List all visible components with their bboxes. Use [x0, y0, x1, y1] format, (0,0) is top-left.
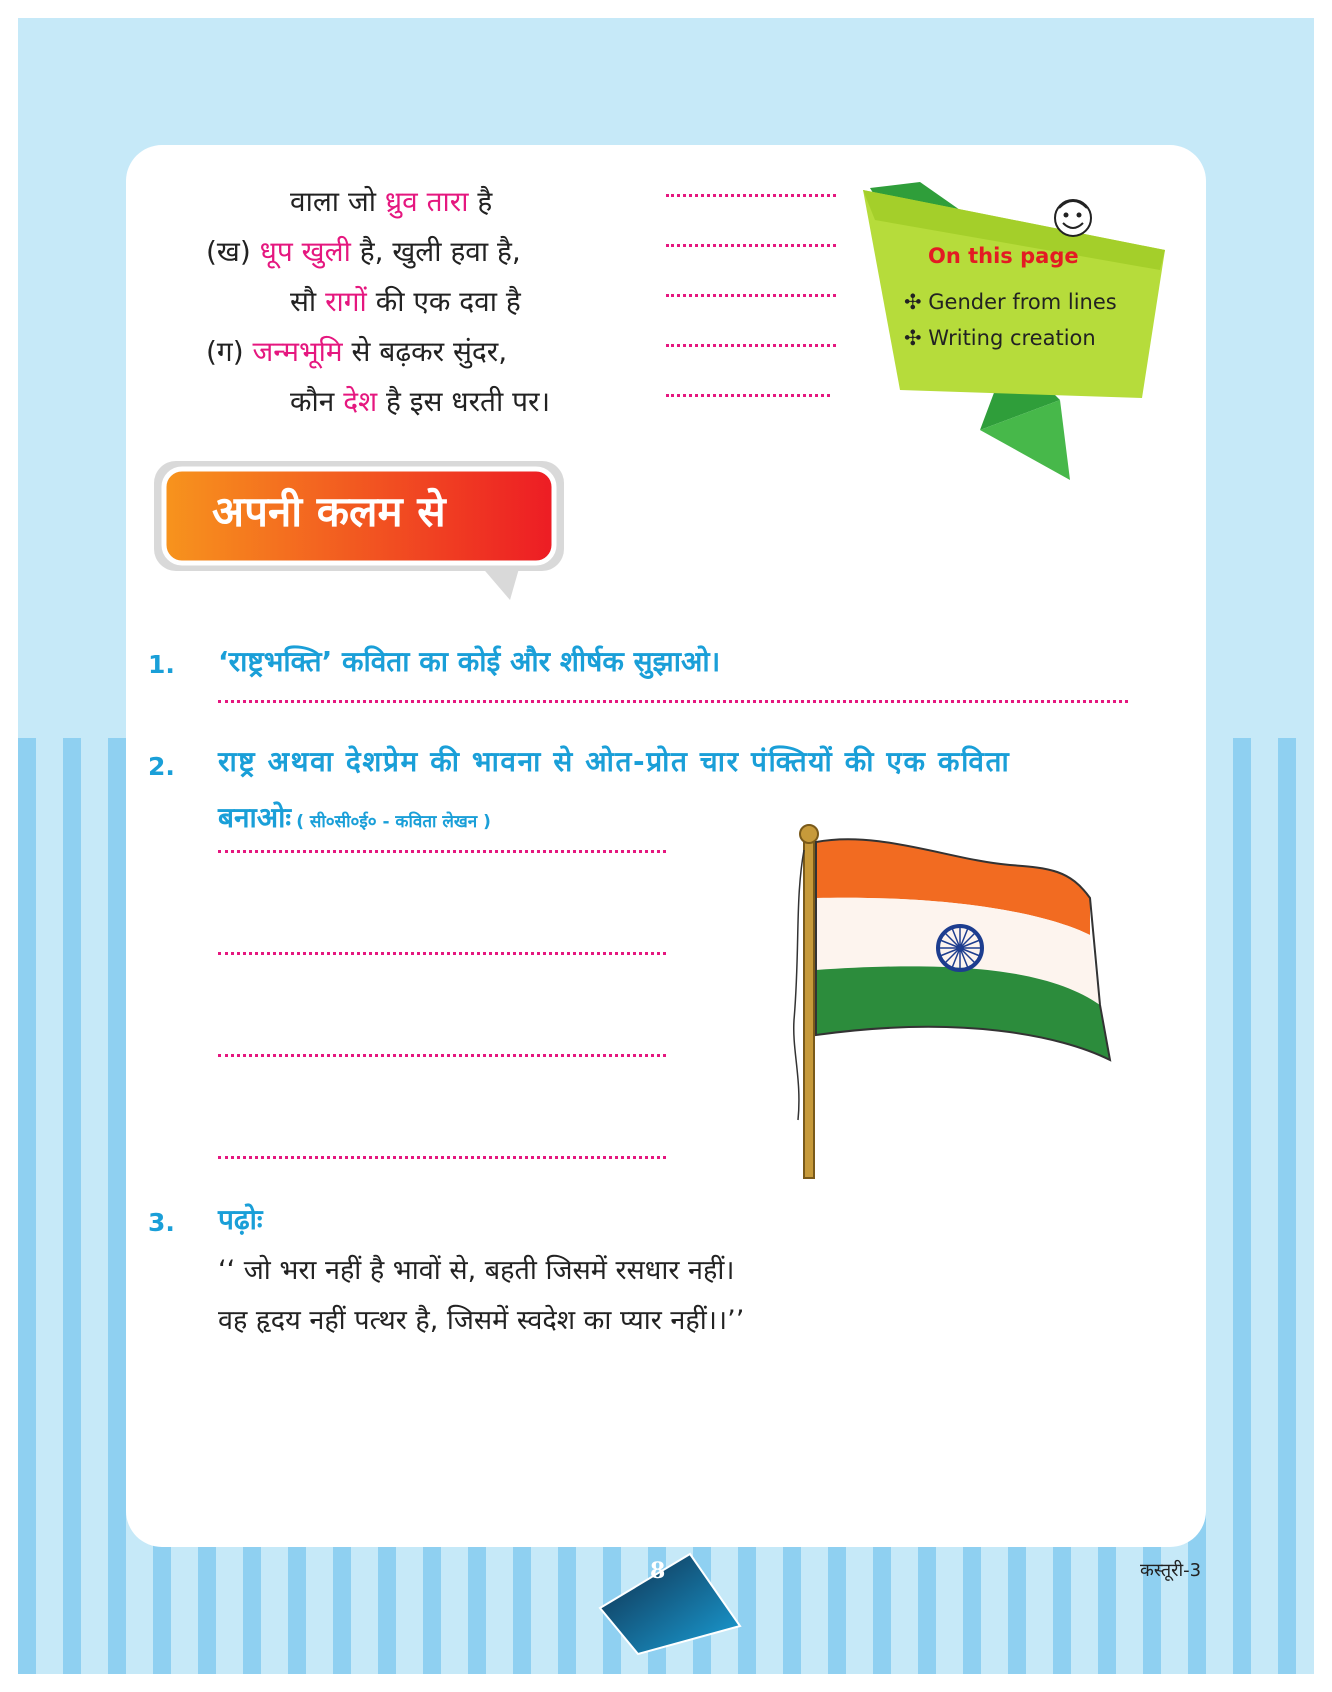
poem-line-4: (ग) जन्मभूमि से बढ़कर सुंदर,	[206, 335, 508, 368]
bullet-icon: ✣	[904, 326, 929, 350]
question-number: 2.	[148, 752, 175, 781]
answer-line[interactable]	[666, 294, 836, 297]
on-this-page-item: ✣ Gender from lines	[904, 290, 1117, 314]
indian-flag-illustration	[780, 820, 1120, 1180]
on-this-page-title: On this page	[928, 244, 1079, 268]
question-text: पढ़ोः	[218, 1203, 263, 1236]
question-text: ‘राष्ट्रभक्ति’ कविता का कोई और शीर्षक सुझाओ।	[218, 645, 721, 678]
question-number: 1.	[148, 650, 175, 679]
poem-line-1: वाला जो ध्रुव तारा है	[290, 185, 493, 218]
quote-line-2: वह हृदय नहीं पत्थर है, जिसमें स्वदेश का प्यार नहीं।।’’	[218, 1305, 745, 1336]
page-number: 8	[650, 1558, 666, 1584]
quote-line-1: ‘‘ जो भरा नहीं है भावों से, बहती जिसमें रसधार नहीं।	[218, 1255, 735, 1286]
poem-line-3: सौ रागों की एक दवा है	[290, 285, 521, 318]
answer-line[interactable]	[218, 1156, 666, 1159]
bullet-icon: ✣	[904, 290, 929, 314]
book-title: कस्तूरी-3	[1140, 1560, 1202, 1581]
question-number: 3.	[148, 1208, 175, 1237]
poem-line-5: कौन देश है इस धरती पर।	[290, 385, 551, 418]
smiley-face-icon	[1055, 200, 1091, 236]
question-text: राष्ट्र अथवा देशप्रेम की भावना से ओत-प्रोत चार पंक्तियों की एक कविता	[218, 745, 1011, 778]
ashoka-chakra-icon	[938, 926, 982, 970]
answer-line[interactable]	[218, 700, 1128, 703]
page-number-badge	[590, 1548, 750, 1658]
answer-line[interactable]	[666, 244, 836, 247]
poem-line-2: (ख) धूप खुली है, खुली हवा है,	[206, 235, 521, 268]
answer-line[interactable]	[218, 952, 666, 955]
answer-line[interactable]	[218, 1054, 666, 1057]
answer-line[interactable]	[218, 850, 666, 853]
answer-line[interactable]	[666, 194, 836, 197]
answer-line[interactable]	[666, 344, 836, 347]
answer-line[interactable]	[666, 394, 830, 397]
question-text-continued: बनाओः ( सी०सी०ई० - कविता लेखन )	[218, 801, 491, 834]
on-this-page-item: ✣ Writing creation	[904, 326, 1096, 350]
section-heading: अपनी कलम से	[212, 487, 446, 536]
